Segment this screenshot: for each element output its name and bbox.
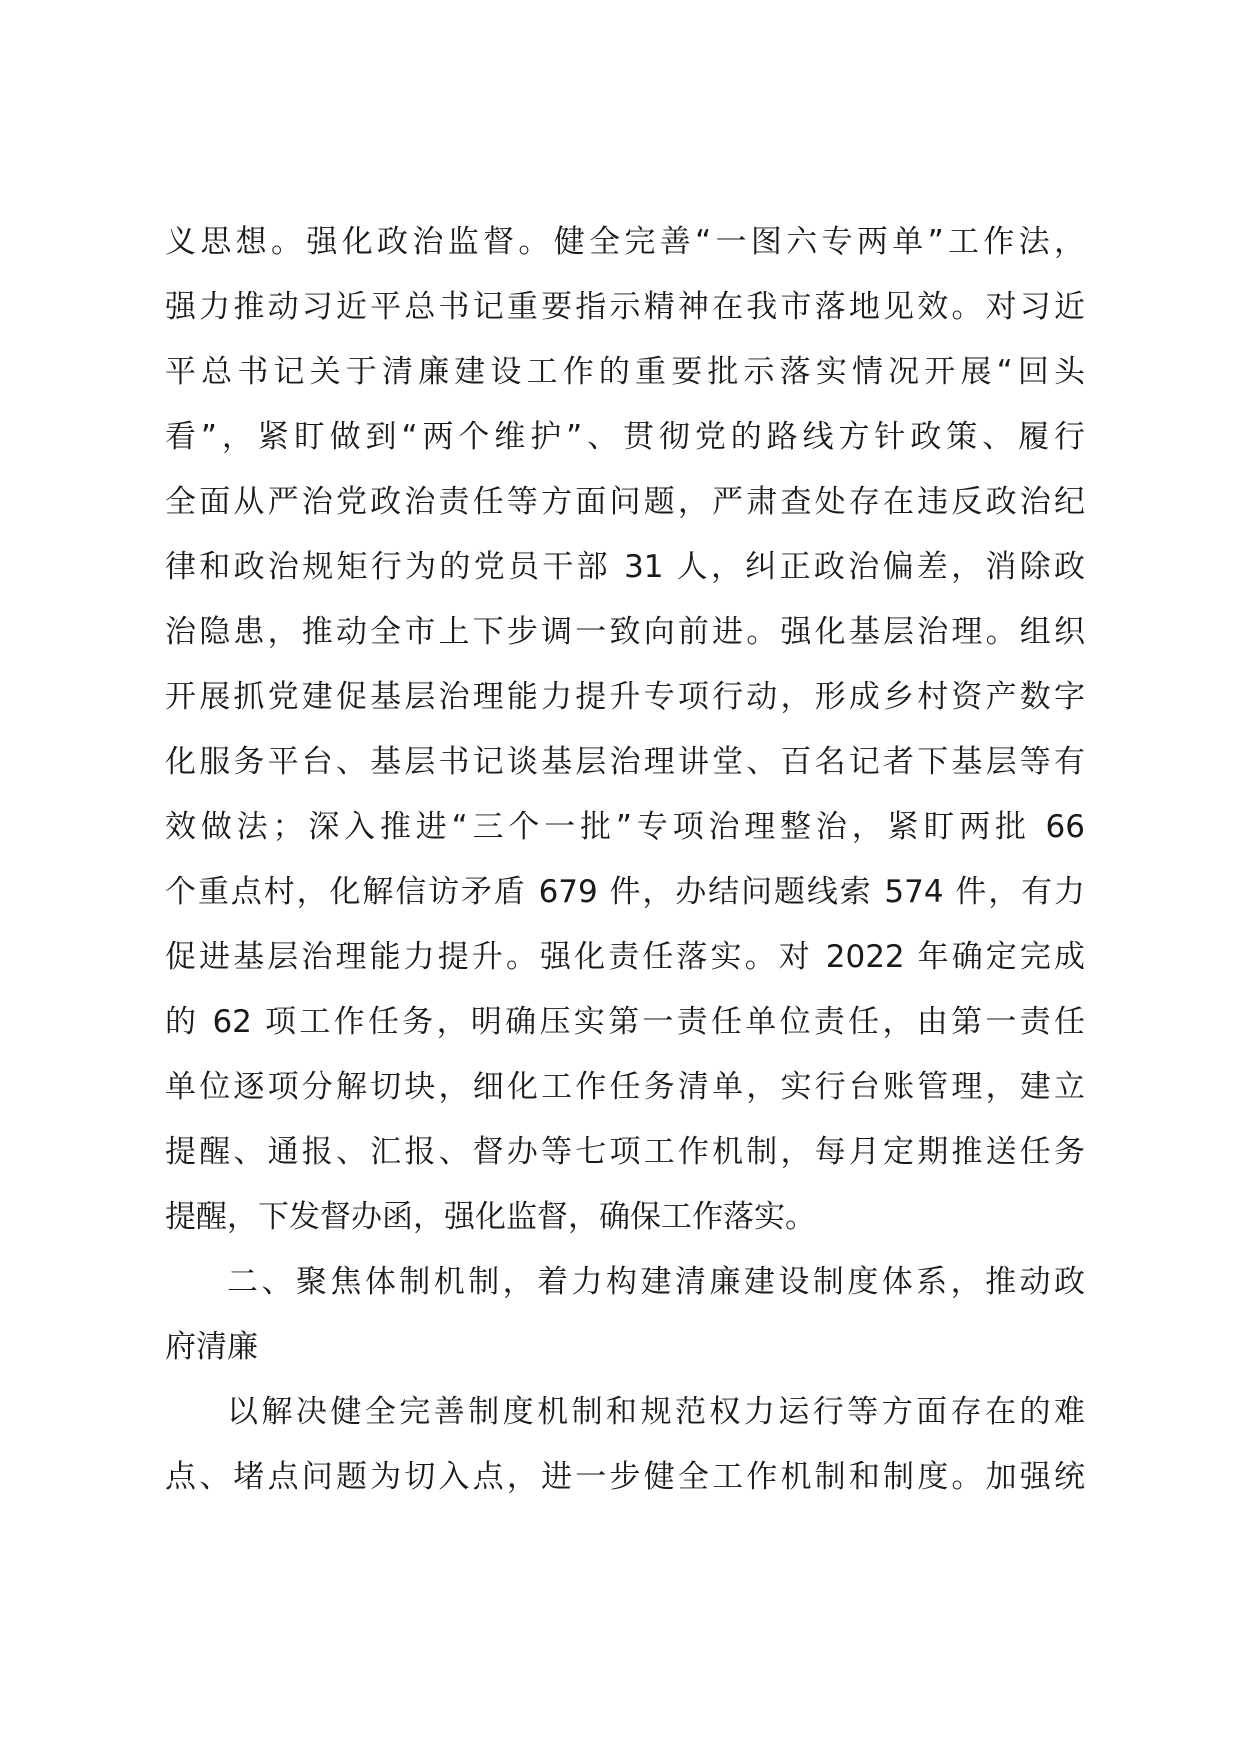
paragraph-1-line: 提醒、通报、汇报、督办等七项工作机制，每月定期推送任务 <box>165 1134 1085 1170</box>
paragraph-1-line: 化服务平台、基层书记谈基层治理讲堂、百名记者下基层等有 <box>165 744 1085 780</box>
section-heading-line: 府清廉 <box>165 1329 258 1365</box>
document-body <box>165 210 1085 1510</box>
paragraph-1-line: 治隐患，推动全市上下步调一致向前进。强化基层治理。组织 <box>165 614 1085 650</box>
paragraph-1-line: 强力推动习近平总书记重要指示精神在我市落地见效。对习近 <box>165 289 1085 325</box>
paragraph-1-line: 效做法；深入推进“三个一批”专项治理整治，紧盯两批 66 <box>165 809 1085 845</box>
paragraph-1-line: 律和政治规矩行为的党员干部 31 人，纠正政治偏差，消除政 <box>165 549 1085 585</box>
paragraph-2-line: 以解决健全完善制度机制和规范权力运行等方面存在的难 <box>227 1394 1085 1430</box>
paragraph-1-line: 促进基层治理能力提升。强化责任落实。对 2022 年确定完成 <box>165 939 1085 975</box>
paragraph-1-line: 平总书记关于清廉建设工作的重要批示落实情况开展“回头 <box>165 354 1085 390</box>
section-heading-line: 二、聚焦体制机制，着力构建清廉建设制度体系，推动政 <box>227 1264 1085 1300</box>
paragraph-1-line: 看”，紧盯做到“两个维护”、贯彻党的路线方针政策、履行 <box>165 419 1085 455</box>
paragraph-1-line: 义思想。强化政治监督。健全完善“一图六专两单”工作法， <box>165 224 1085 260</box>
paragraph-1-line: 全面从严治党政治责任等方面问题，严肃查处存在违反政治纪 <box>165 484 1085 520</box>
paragraph-1-line: 个重点村，化解信访矛盾 679 件，办结问题线索 574 件，有力 <box>165 874 1085 910</box>
paragraph-1 <box>165 210 1085 1250</box>
paragraph-1-line: 开展抓党建促基层治理能力提升专项行动，形成乡村资产数字 <box>165 679 1085 715</box>
paragraph-1-line: 提醒，下发督办函，强化监督，确保工作落实。 <box>165 1199 816 1235</box>
paragraph-1-line: 单位逐项分解切块，细化工作任务清单，实行台账管理，建立 <box>165 1069 1085 1105</box>
paragraph-2-line: 点、堵点问题为切入点，进一步健全工作机制和制度。加强统 <box>165 1459 1085 1495</box>
section-heading-2 <box>165 1250 1085 1380</box>
paragraph-2 <box>165 1380 1085 1510</box>
paragraph-1-line: 的 62 项工作任务，明确压实第一责任单位责任，由第一责任 <box>165 1004 1085 1040</box>
